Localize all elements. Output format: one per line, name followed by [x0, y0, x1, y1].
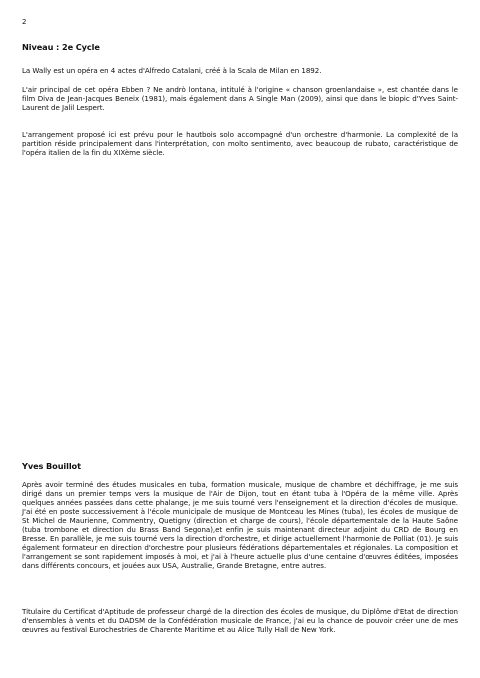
author-paragraph-biography: Après avoir terminé des études musicales en tuba, formation musicale, musique de chambre et déchiffrage, je me suis dirigé dans un premier temps vers la musique de l'Air de Dijon, tout en étant tuba à l'Opéra de la même ville. Après quelques années passées dans cette phalange, je me suis tourné vers l'enseignement et la direction d'écoles de musique. J'ai été en poste successivement à l'école municipale de musique de Montceau les Mines (tuba), les écoles de musique de St Michel de Maurienne, Commentry, Quetigny (direction et charge de cours), l'école départementale de la Haute Saône (tuba trombone et direction du Brass Band Segona),et enfin je suis maintenant directeur adjoint du CRD de Bourg en Bresse. En parallèle, je me suis tourné vers la direction d'orchestre, et dirige actuellement l'harmonie de Polliat (01). Je suis également formateur en direction d'orchestre pour plusieurs fédérations départementales et régionales. La composition et l'arrangement se sont rapidement imposés à moi, et j'ai à l'heure actuelle plus d'une centaine d'œuvres éditées, imposées dans différents concours, et jouées aux USA, Australie, Grande Bretagne, entre autres.: [22, 480, 458, 570]
level-paragraph-intro: La Wally est un opéra en 4 actes d'Alfredo Catalani, créé à la Scala de Milan en 1892.: [22, 66, 322, 75]
page-number: 2: [22, 18, 27, 26]
author-paragraph-diplomas: Titulaire du Certificat d'Aptitude de professeur chargé de la direction des écoles de musique, du Diplôme d'Etat de direction d'ensembles à vents et du DADSM de la Confédération musicale de France, j'ai eu la chance de pouvoir créer une de mes œuvres au festival Eurochestries de Charente Maritime et au Alice Tully Hall de New York.: [22, 607, 458, 634]
level-paragraph-air: L'air principal de cet opéra Ebben ? Ne andrò lontana, intitulé à l'origine « chanson groenlandaise », est chantée dans le film Diva de Jean-Jacques Beneix (1981), mais également dans A Single Man (2009), ainsi que dans le biopic d'Yves Saint-Laurent de Jalil Lespert.: [22, 85, 458, 112]
author-heading: Yves Bouillot: [22, 461, 81, 471]
level-heading: Niveau : 2e Cycle: [22, 42, 100, 52]
level-paragraph-arrangement: L'arrangement proposé ici est prévu pour le hautbois solo accompagné d'un orchestre d'harmonie. La complexité de la partition réside principalement dans l'interprétation, con molto sentimento, avec beaucoup de rubato, caractéristique de l'opéra italien de la fin du XIXème siècle.: [22, 130, 458, 157]
